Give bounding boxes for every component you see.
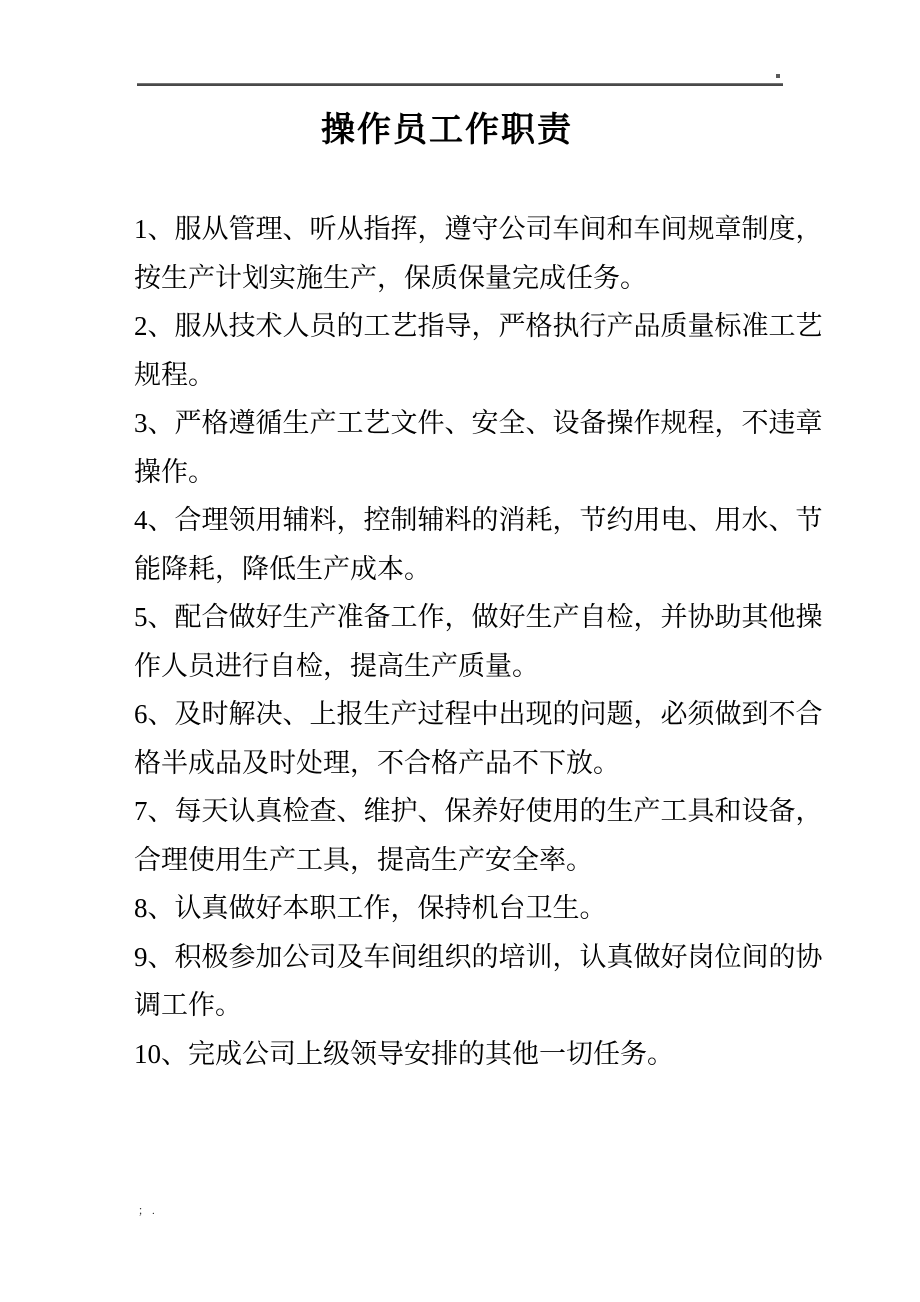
duty-item-7: 7、每天认真检查、维护、保养好使用的生产工具和设备，合理使用生产工具，提高生产安全率。 bbox=[134, 796, 823, 875]
document-body bbox=[134, 205, 834, 1078]
duty-item-5: 5、配合做好生产准备工作，做好生产自检，并协助其他操作人员进行自检，提高生产质量。 bbox=[134, 602, 823, 681]
header-rule bbox=[137, 83, 783, 86]
duty-item-8: 8、认真做好本职工作，保持机台卫生。 bbox=[134, 893, 607, 923]
duty-item-4: 4、合理领用辅料，控制辅料的消耗，节约用电、用水、节能降耗，降低生产成本。 bbox=[134, 505, 823, 584]
header-stray-dot bbox=[776, 74, 780, 78]
duty-item-1: 1、服从管理、听从指挥，遵守公司车间和车间规章制度，按生产计划实施生产，保质保量完成任务。 bbox=[134, 214, 823, 293]
duty-item-2: 2、服从技术人员的工艺指导，严格执行产品质量标准工艺规程。 bbox=[134, 311, 823, 390]
duty-item-6: 6、及时解决、上报生产过程中出现的问题，必须做到不合格半成品及时处理，不合格产品不下放。 bbox=[134, 699, 823, 778]
duty-item-3: 3、严格遵循生产工艺文件、安全、设备操作规程，不违章操作。 bbox=[134, 408, 823, 487]
duty-item-10: 10、完成公司上级领导安排的其他一切任务。 bbox=[134, 1038, 674, 1069]
document-title: 操作员工作职责 bbox=[321, 112, 573, 149]
duty-item-9: 9、积极参加公司及车间组织的培训，认真做好岗位间的协调工作。 bbox=[134, 941, 823, 1020]
footer-stray-marks: ；. bbox=[138, 1205, 158, 1217]
